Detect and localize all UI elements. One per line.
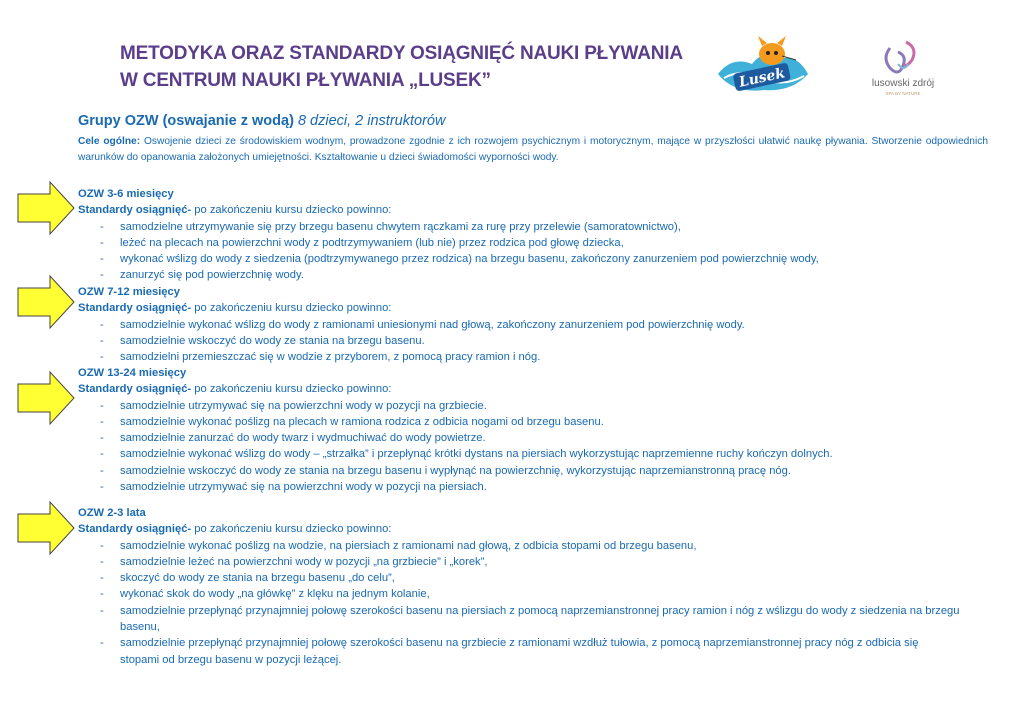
list-item: - samodzielnie wykonać wślizg do wody – „strzałka” i przepłynąć krótki dystans na piersiach wykorzystując naprzemienne ruchy kończyn dolnych. — [100, 448, 833, 461]
list-item-text: samodzielnie utrzymywać się na powierzchni wody w pozycji na piersiach. — [120, 481, 487, 494]
list-item-text: samodzielnie utrzymywać się na powierzchni wody w pozycji na grzbiecie. — [120, 399, 487, 412]
standards-line — [78, 381, 833, 397]
list-item-text: wykonać wślizg do wody z siedzenia (podtrzymywanego przez rodzica) na brzegu basenu, zakończony zanurzeniem pod powierzchnię wody, — [120, 253, 819, 266]
list-item: - wykonać skok do wody „na główkę” z klęku na jednym kolanie, — [100, 588, 430, 601]
list-item: - samodzielne utrzymywanie się przy brzegu basenu chwytem rączkami za rurę przy przelewie (samoratownictwo), — [100, 220, 681, 233]
arrow-icon — [16, 274, 76, 330]
list-item-text: samodzielni przemieszczać się w wodzie z przyborem, z pomocą pracy ramion i nóg. — [120, 351, 541, 364]
lusowski-zdroj-text: lusowski zdrój — [871, 78, 935, 89]
section-ozw-2-3 — [78, 505, 960, 668]
list-item-text: samodzielnie wykonać poślizg na plecach w ramiona rodzica z odbicia nogami od brzegu basenu. — [120, 415, 604, 428]
list-item: - samodzielnie utrzymywać się na powierzchni wody w pozycji na grzbiecie. — [100, 399, 487, 412]
standards-label: Standardy osiągnięć- — [78, 523, 192, 536]
list-item: - samodzielnie przepłynąć przynajmniej połowę szerokości basenu na piersiach z pomocą naprzemianstronnej pracy ramion i nóg z wślizgu do wody z siedzenia na brzegu basenu, — [100, 604, 960, 634]
standards-line — [78, 521, 960, 537]
section-ozw-3-6 — [78, 186, 819, 284]
standards-line — [78, 202, 819, 218]
lusek-logo — [712, 34, 812, 100]
standards-text: po zakończeniu kursu dziecko powinno: — [191, 383, 392, 396]
list-item: - samodzielnie wykonać poślizg na plecach w ramiona rodzica z odbicia nogami od brzegu basenu. — [100, 415, 604, 428]
standards-list — [78, 317, 745, 366]
group-title — [78, 113, 445, 129]
arrow-icon — [16, 500, 76, 556]
page-title-line-1: METODYKA ORAZ STANDARDY OSIĄGNIĘĆ NAUKI PŁYWANIA — [120, 43, 683, 64]
lusowski-zdroj-logo — [868, 34, 938, 104]
standards-text: po zakończeniu kursu dziecko powinno: — [191, 523, 392, 536]
section-heading: OZW 7-12 miesięcy — [78, 286, 180, 298]
list-item-text: leżeć na plecach na powierzchni wody z podtrzymywaniem (lub nie) przez rodzica pod głowę dziecka, — [120, 236, 624, 249]
standards-label: Standardy osiągnięć- — [78, 204, 192, 217]
section-heading: OZW 13-24 miesięcy — [78, 367, 187, 379]
general-goals-label: Cele ogólne: — [78, 136, 141, 147]
list-item: - samodzielni przemieszczać się w wodzie z przyborem, z pomocą pracy ramion i nóg. — [100, 351, 541, 364]
section-ozw-7-12 — [78, 284, 745, 365]
list-item-text: samodzielnie leżeć na powierzchni wody w pozycji „na grzbiecie” i „korek”, — [120, 555, 488, 568]
page-title — [120, 40, 683, 94]
lusowski-zdroj-sub: SPA BY NATURE — [885, 91, 921, 96]
list-item: - samodzielnie leżeć na powierzchni wody w pozycji „na grzbiecie” i „korek”, — [100, 555, 488, 568]
list-item-text: samodzielnie wykonać poślizg na wodzie, na piersiach z ramionami nad głową, z odbicia stopami od brzegu basenu, — [120, 539, 697, 552]
list-item-text: samodzielne utrzymywanie się przy brzegu basenu chwytem rączkami za rurę przy przelewie (samoratownictwo), — [120, 220, 681, 233]
standards-line — [78, 300, 745, 316]
list-item-text: samodzielnie wskoczyć do wody ze stania na brzegu basenu. — [120, 334, 425, 347]
list-item-text: skoczyć do wody ze stania na brzegu basenu „do celu”, — [120, 572, 395, 585]
list-item: - samodzielnie zanurzać do wody twarz i wydmuchiwać do wody powietrze. — [100, 432, 486, 445]
list-item-text: wykonać skok do wody „na główkę” z klęku na jednym kolanie, — [120, 588, 430, 601]
general-goals — [78, 134, 988, 166]
list-item: - samodzielnie wykonać wślizg do wody z ramionami uniesionymi nad głową, zakończony zanurzeniem pod powierzchnię wody. — [100, 318, 745, 331]
standards-list — [78, 398, 833, 496]
arrow-icon — [16, 370, 76, 426]
standards-text: po zakończeniu kursu dziecko powinno: — [191, 204, 392, 217]
standards-label: Standardy osiągnięć- — [78, 302, 192, 315]
list-item: - wykonać wślizg do wody z siedzenia (podtrzymywanego przez rodzica) na brzegu basenu, zakończony zanurzeniem pod powierzchnię wody, — [100, 253, 819, 266]
list-item-text: samodzielnie wykonać wślizg do wody z ramionami uniesionymi nad głową, zakończony zanurzeniem pod powierzchnię wody. — [120, 318, 745, 331]
section-heading: OZW 3-6 miesięcy — [78, 188, 174, 200]
list-item-text: samodzielnie przepłynąć przynajmniej połowę szerokości basenu na piersiach z pomocą naprzemianstronnej pracy ramion i nóg z wślizgu do wody z siedzenia na brzegu basenu, — [120, 604, 960, 634]
standards-text: po zakończeniu kursu dziecko powinno: — [191, 302, 392, 315]
lusek-logo-text: Lusek — [737, 65, 787, 91]
list-item: - samodzielnie wskoczyć do wody ze stania na brzegu basenu. — [100, 334, 425, 347]
list-item: - samodzielnie wykonać poślizg na wodzie, na piersiach z ramionami nad głową, z odbicia stopami od brzegu basenu, — [100, 539, 697, 552]
list-item: - samodzielnie wskoczyć do wody ze stania na brzegu basenu i wypłynąć na powierzchnię, wykorzystując naprzemianstronną pracę nóg. — [100, 464, 791, 477]
list-item-text: samodzielnie przepłynąć przynajmniej połowę szerokości basenu na grzbiecie z ramionami wzdłuż tułowia, z pomocą naprzemianstronnej pracy nóg z odbicia się stopami od brzegu basenu w pozycji leżącej. — [120, 637, 919, 666]
general-goals-text: Oswojenie dzieci ze środowiskiem wodnym, prowadzone zgodnie z ich rozwojem psychicznym i motorycznym, mające w przyszłości ułatwić naukę pływania. Stworzenie odpowiednich warunków do opanowania założonych umiejętności. Kształtowanie u dzieci świadomości wyporności wody. — [78, 136, 988, 163]
list-item: - skoczyć do wody ze stania na brzegu basenu „do celu”, — [100, 572, 395, 585]
list-item-text: samodzielnie wskoczyć do wody ze stania na brzegu basenu i wypłynąć na powierzchnię, wykorzystując naprzemianstronną pracę nóg. — [120, 464, 791, 477]
list-item: - zanurzyć się pod powierzchnię wody. — [100, 269, 304, 282]
group-title-bold: Grupy OZW (oswajanie z wodą) — [78, 113, 294, 129]
list-item: - samodzielnie przepłynąć przynajmniej połowę szerokości basenu na grzbiecie z ramionami wzdłuż tułowia, z pomocą naprzemianstronnej pracy nóg z odbicia się stopami od brzegu basenu w pozycji leżącej. — [100, 637, 919, 666]
standards-label: Standardy osiągnięć- — [78, 383, 192, 396]
section-ozw-13-24 — [78, 365, 833, 495]
group-title-italic: 8 dzieci, 2 instruktorów — [293, 113, 446, 129]
list-item-text: samodzielnie wykonać wślizg do wody – „strzałka” i przepłynąć krótki dystans na piersiach wykorzystując naprzemienne ruchy kończyn dolnych. — [120, 448, 833, 461]
list-item-text: samodzielnie zanurzać do wody twarz i wydmuchiwać do wody powietrze. — [120, 432, 486, 445]
page-title-line-2: W CENTRUM NAUKI PŁYWANIA „LUSEK” — [120, 70, 491, 91]
list-item: - samodzielnie utrzymywać się na powierzchni wody w pozycji na piersiach. — [100, 481, 487, 494]
arrow-icon — [16, 180, 76, 236]
list-item: - leżeć na plecach na powierzchni wody z podtrzymywaniem (lub nie) przez rodzica pod głowę dziecka, — [100, 236, 624, 249]
section-heading: OZW 2-3 lata — [78, 507, 146, 519]
standards-list — [78, 219, 819, 284]
standards-list — [78, 538, 960, 668]
list-item-text: zanurzyć się pod powierzchnię wody. — [120, 269, 304, 282]
